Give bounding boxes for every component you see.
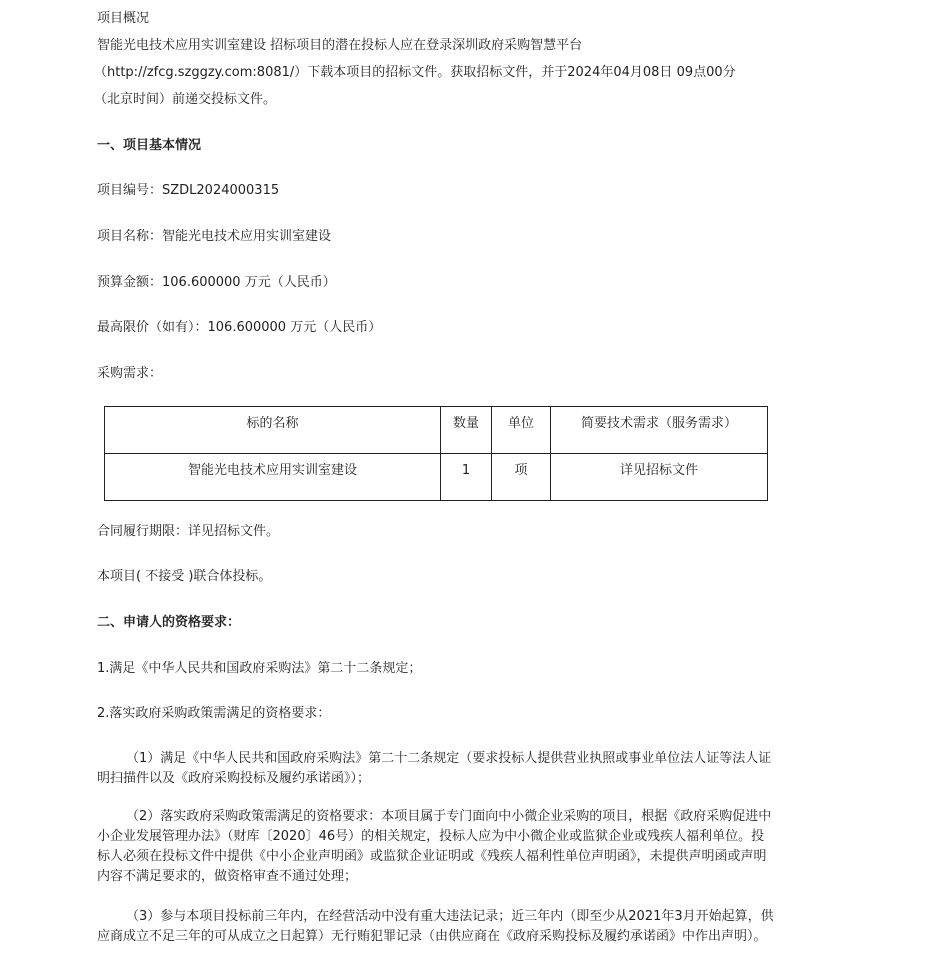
procurement-label: 采购需求： (97, 366, 163, 381)
overview-line-2: （http://zfcg.szggzy.com:8081/）下载本项目的招标文件。获取招标文件，并于2024年04月08日 09点00分 (94, 65, 736, 80)
header-unit: 单位 (492, 407, 551, 454)
cell-item-name: 智能光电技术应用实训室建设 (105, 454, 441, 501)
overview-heading: 项目概况 (97, 11, 150, 26)
requirement-paragraph-2: （2）落实政府采购政策需满足的资格要求：本项目属于专门面向中小微企业采购的项目，根据《政府采购促进中小企业发展管理办法》（财库〔2020〕46号）的相关规定，投标人应为中小微企业或监狱企业或残疾人福利单位。投标人必须在投标文件中提供《中小企业声明函》或监狱企业证明或《残疾人福利性单位声明函》，未提供声明函或声明内容不满足要求的，做资格审查不通过处理； (97, 809, 772, 884)
consortium-note: 本项目( 不接受 )联合体投标。 (97, 569, 272, 584)
section-2-title: 二、申请人的资格要求： (97, 615, 241, 630)
overview-line-1: 智能光电技术应用实训室建设 招标项目的潜在投标人应在登录深圳政府采购智慧平台 (97, 38, 583, 53)
table-header-row (105, 407, 768, 454)
requirement-paragraph-1: （1）满足《中华人民共和国政府采购法》第二十二条规定（要求投标人提供营业执照或事业单位法人证等法人证明扫描件以及《政府采购投标及履约承诺函》）； (97, 751, 772, 786)
requirement-paragraph-3: （3）参与本项目投标前三年内，在经营活动中没有重大违法记录；近三年内（即至少从2021年3月开始起算，供应商成立不足三年的可从成立之日起算）无行贿犯罪记录（由供应商在《政府采购投标及履约承诺函》中作出声明）。 (97, 909, 774, 944)
header-quantity: 数量 (441, 407, 492, 454)
table-row (105, 454, 768, 501)
header-item-name: 标的名称 (105, 407, 441, 454)
section-1-title: 一、项目基本情况 (97, 138, 202, 153)
requirement-1: 1.满足《中华人民共和国政府采购法》第二十二条规定； (97, 661, 422, 676)
cell-unit: 项 (492, 454, 551, 501)
cell-quantity: 1 (441, 454, 492, 501)
budget-amount: 预算金额：106.600000 万元（人民币） (97, 275, 336, 290)
header-tech-requirements: 简要技术需求（服务需求） (551, 407, 768, 454)
project-name: 项目名称：智能光电技术应用实训室建设 (97, 229, 332, 244)
contract-period: 合同履行期限：详见招标文件。 (97, 524, 280, 539)
requirement-2: 2.落实政府采购政策需满足的资格要求： (97, 706, 331, 721)
overview-line-3: （北京时间）前递交投标文件。 (94, 92, 277, 107)
max-price: 最高限价（如有）：106.600000 万元（人民币） (97, 320, 382, 335)
procurement-table (104, 406, 768, 501)
cell-tech-requirements: 详见招标文件 (551, 454, 768, 501)
project-number: 项目编号：SZDL2024000315 (97, 183, 280, 198)
